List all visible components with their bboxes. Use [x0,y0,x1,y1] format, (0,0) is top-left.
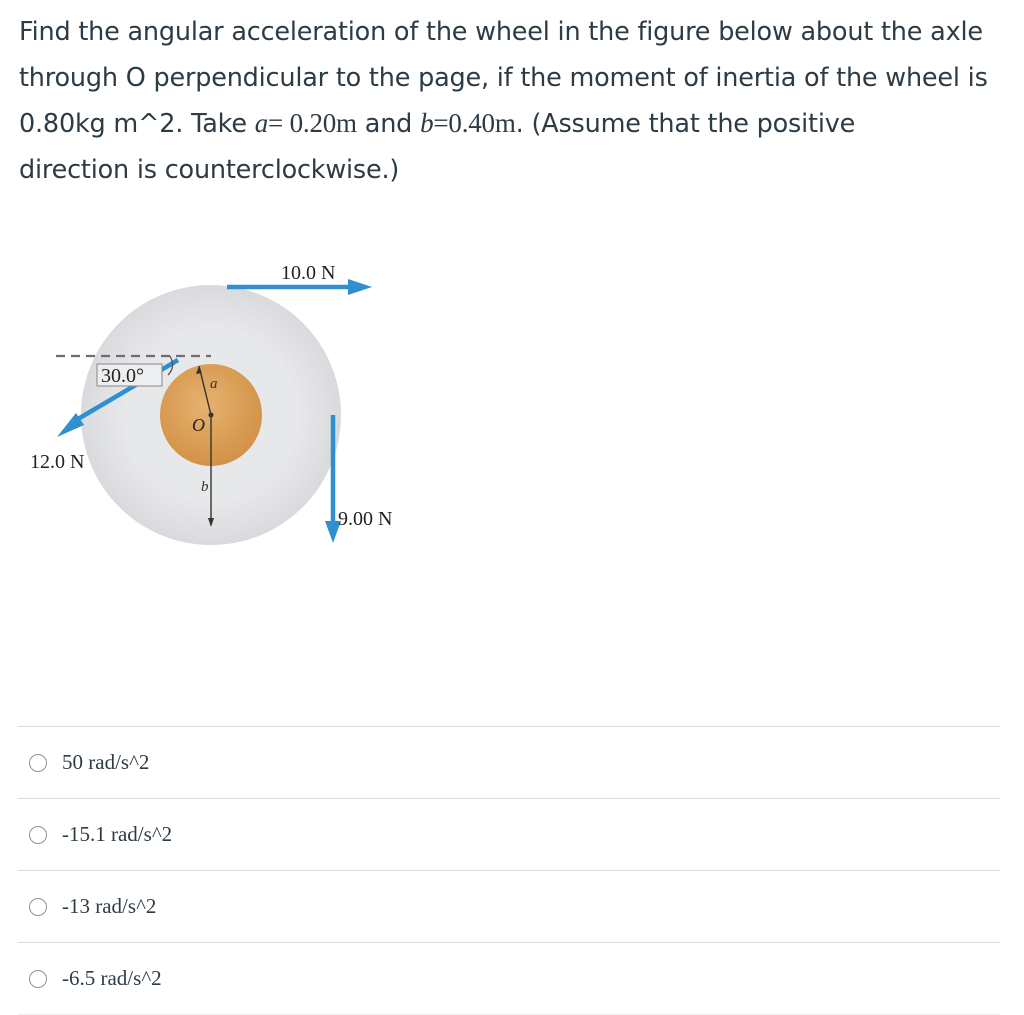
variable-b-value: =0.40m [433,108,516,138]
wheel-figure [20,255,420,555]
axle-point [209,413,214,418]
label-a: a [210,376,218,392]
question-line-4: direction is counterclockwise.) [19,154,400,185]
force-10n-label: 10.0 N [281,262,336,284]
answer-label: -6.5 rad/s^2 [62,966,162,990]
question-line-3-and: and [356,109,421,139]
variable-a-value: = 0.20m [268,108,357,138]
radio-button[interactable] [29,970,47,988]
answer-option-2[interactable] [18,798,1000,870]
label-b: b [201,479,209,495]
radio-button[interactable] [29,826,47,844]
question-line-3 [19,101,1009,148]
question-line-3-start: 0.80kg m^2. Take [19,109,255,139]
label-o: O [192,415,205,435]
answer-list [18,726,1000,1015]
answer-label: 50 rad/s^2 [62,750,150,774]
question-text [19,10,1009,193]
answer-option-4[interactable] [18,942,1000,1015]
variable-a-expression [255,108,357,138]
angle-label: 30.0° [101,365,144,387]
force-10n-arrowhead [348,279,372,295]
variable-b: b [420,108,434,138]
question-line-3-end: . (Assume that the positive [515,109,856,139]
variable-b-expression [420,108,516,138]
question-line-1: Find the angular acceleration of the wheel in the figure below about the axle [19,17,983,47]
radio-button[interactable] [29,754,47,772]
answer-option-3[interactable] [18,870,1000,942]
question-line-2: through O perpendicular to the page, if the moment of inertia of the wheel is [19,62,988,93]
force-9n-label: 9.00 N [338,508,393,530]
answer-label: -15.1 rad/s^2 [62,822,173,846]
force-12n-label: 12.0 N [30,451,85,473]
variable-a: a [254,108,269,138]
radio-button[interactable] [29,898,47,916]
answer-option-1[interactable] [18,726,1000,798]
answer-label: -13 rad/s^2 [62,894,157,918]
